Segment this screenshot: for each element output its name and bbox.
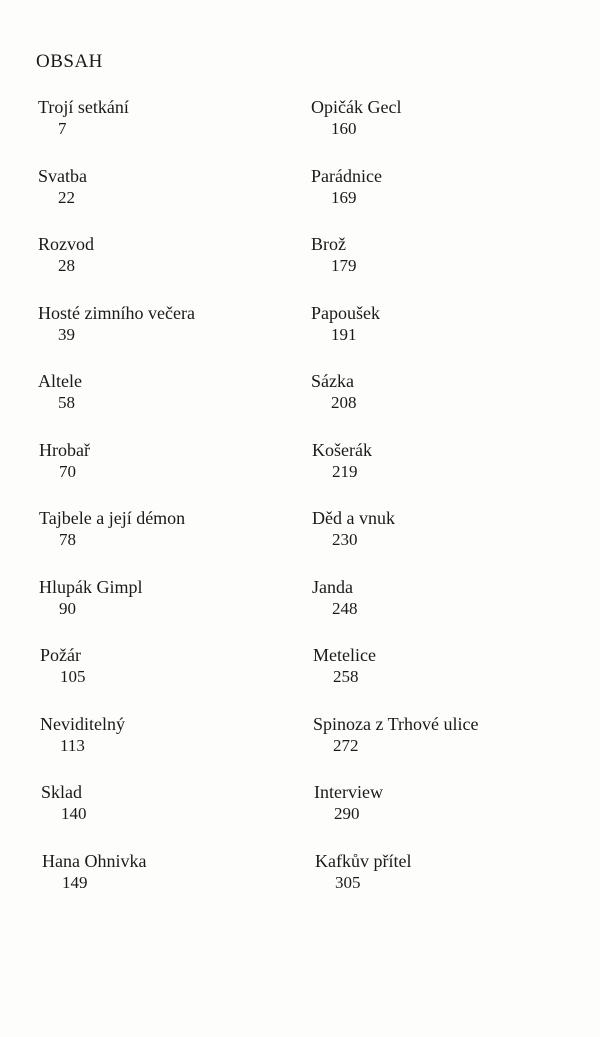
toc-entry-title: Košerák [312, 439, 372, 460]
toc-entry [311, 370, 581, 439]
toc-entry [311, 302, 581, 371]
toc-entry-title: Opičák Gecl [311, 97, 402, 117]
toc-entry-title: Spinoza z Trhové ulice [313, 713, 479, 734]
toc-entry [38, 302, 308, 371]
toc-entry-page: 22 [58, 187, 75, 207]
toc-entry [312, 576, 582, 645]
toc-entry-title: Metelice [313, 645, 376, 665]
toc-entry-title: Hosté zimního večera [38, 302, 195, 323]
toc-entry-title: Interview [314, 782, 383, 802]
toc-entry-page: 149 [62, 872, 88, 892]
toc-entry [311, 233, 581, 302]
toc-entry [311, 96, 581, 165]
toc-entry-title: Altele [38, 371, 82, 391]
toc-entry [315, 850, 585, 919]
toc-entry-page: 191 [331, 324, 357, 344]
toc-entry-title: Hrobař [39, 439, 90, 460]
toc-entry-title: Papoušek [311, 302, 380, 323]
toc-entry-title: Rozvod [38, 234, 94, 254]
toc-entry-page: 305 [335, 872, 361, 892]
toc-entry-page: 70 [59, 461, 76, 481]
toc-entry-page: 105 [60, 667, 86, 686]
toc-entry-page: 7 [58, 119, 67, 138]
toc-entry-title: Sklad [41, 782, 83, 802]
toc-entry [312, 507, 582, 576]
toc-entry [42, 850, 312, 919]
toc-entry-title: Neviditelný [40, 713, 125, 734]
toc-entry-title: Janda [312, 576, 353, 597]
toc-entry-page: 58 [58, 393, 75, 412]
toc-entry-page: 113 [60, 735, 85, 755]
toc-entry-title: Brož [311, 234, 346, 254]
toc-entry [311, 165, 581, 234]
toc-entry [40, 644, 310, 713]
toc-entry [40, 713, 310, 782]
toc-entry [314, 781, 584, 850]
toc-entry-title: Svatba [38, 165, 87, 186]
toc-entry-page: 160 [331, 119, 357, 138]
toc-entry-page: 290 [334, 804, 360, 823]
toc-entry-title: Hana Ohnivka [42, 850, 147, 871]
toc-entry-page: 258 [333, 667, 359, 686]
toc-entry-title: Kafkův přítel [315, 850, 412, 871]
toc-entry [39, 507, 309, 576]
toc-entry [38, 370, 308, 439]
toc-entry-page: 272 [333, 735, 359, 755]
toc-entry [38, 165, 308, 234]
toc-entry-page: 140 [61, 804, 87, 823]
toc-entry-title: Trojí setkání [38, 97, 129, 117]
toc-entry-title: Tajbele a její démon [39, 508, 186, 528]
toc-entry-page: 90 [59, 598, 76, 618]
toc-entry-title: Děd a vnuk [312, 508, 395, 528]
toc-column-left [38, 96, 308, 918]
toc-entry-page: 78 [59, 530, 76, 549]
toc-entry-page: 39 [58, 324, 75, 344]
toc-entry-page: 169 [331, 187, 357, 207]
toc-entry-title: Požár [40, 645, 81, 665]
toc-entry-title: Sázka [311, 371, 354, 391]
toc-entry-page: 248 [332, 598, 358, 618]
toc-entry [39, 576, 309, 645]
toc-entry [39, 439, 309, 508]
page-title: OBSAH [36, 51, 103, 72]
toc-entry-page: 179 [331, 256, 357, 275]
toc-entry [38, 233, 308, 302]
toc-entry [41, 781, 311, 850]
toc-entry [313, 713, 583, 782]
toc-column-right [311, 96, 581, 918]
toc-entry-title: Hlupák Gimpl [39, 576, 143, 597]
toc-entry-page: 230 [332, 530, 358, 549]
toc-entry-page: 28 [58, 256, 75, 275]
toc-entry [312, 439, 582, 508]
toc-entry-page: 208 [331, 393, 357, 412]
toc-entry-page: 219 [332, 461, 358, 481]
toc-entry [313, 644, 583, 713]
toc-entry [38, 96, 308, 165]
toc-entry-title: Parádnice [311, 165, 382, 186]
